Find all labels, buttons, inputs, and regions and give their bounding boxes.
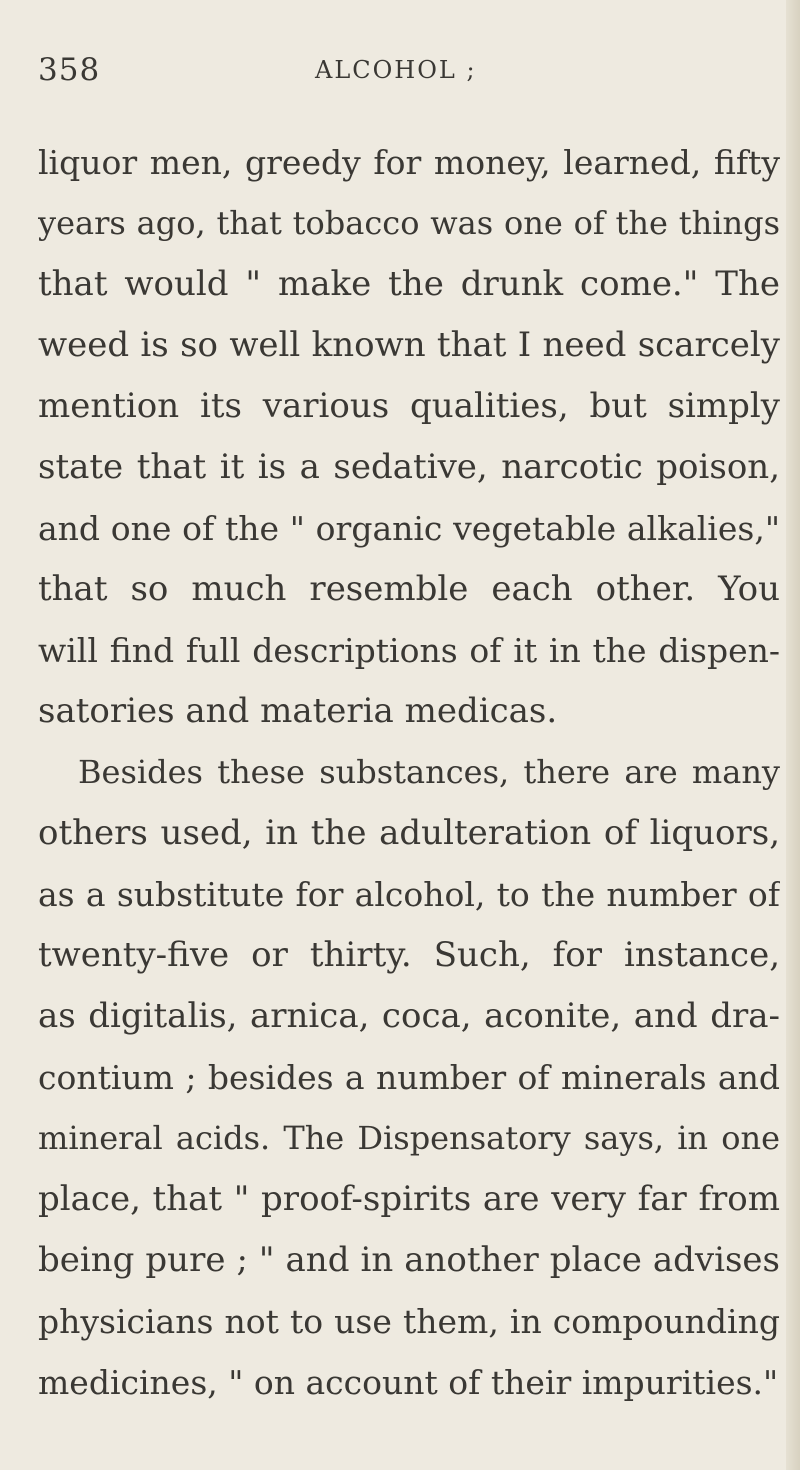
text-line: twenty-five or thirty. Such, for instance, — [38, 935, 780, 975]
text-line: contium ; besides a number of minerals and — [38, 1058, 780, 1097]
text-line: state that it is a sedative, narcotic poison, — [38, 447, 780, 487]
text-line: medicines, " on account of their impurities." — [38, 1363, 779, 1402]
text-line: weed is so well known that I need scarcely — [38, 325, 780, 365]
text-line: mention its various qualities, but simply — [38, 386, 780, 426]
page-number: 358 — [38, 52, 101, 88]
text-line: as a substitute for alcohol, to the number of — [38, 875, 780, 914]
text-line: that so much resemble each other. You — [38, 569, 780, 609]
paragraph-start-line: Besides these substances, there are many — [78, 753, 780, 791]
text-line: as digitalis, arnica, coca, aconite, and dra- — [38, 996, 780, 1036]
text-line: liquor men, greedy for money, learned, fifty — [38, 143, 780, 182]
running-title: ALCOHOL ; — [315, 56, 477, 84]
text-line: that would " make the drunk come." The — [38, 264, 780, 304]
body-text — [38, 132, 780, 1413]
text-line: and one of the " organic vegetable alkalies," — [38, 509, 780, 548]
text-line: will find full descriptions of it in the dispen- — [38, 631, 780, 670]
paragraph-end-line: satories and materia medicas. — [38, 691, 558, 731]
text-line: place, that " proof-spirits are very far from — [38, 1179, 780, 1219]
text-line: others used, in the adulteration of liquors, — [38, 813, 780, 853]
text-line: mineral acids. The Dispensatory says, in one — [38, 1119, 780, 1157]
page-edge — [786, 0, 800, 1470]
page-header — [0, 52, 800, 98]
text-line: years ago, that tobacco was one of the things — [38, 204, 780, 242]
text-line: physicians not to use them, in compounding — [38, 1302, 780, 1341]
text-line: being pure ; " and in another place advises — [38, 1240, 780, 1280]
